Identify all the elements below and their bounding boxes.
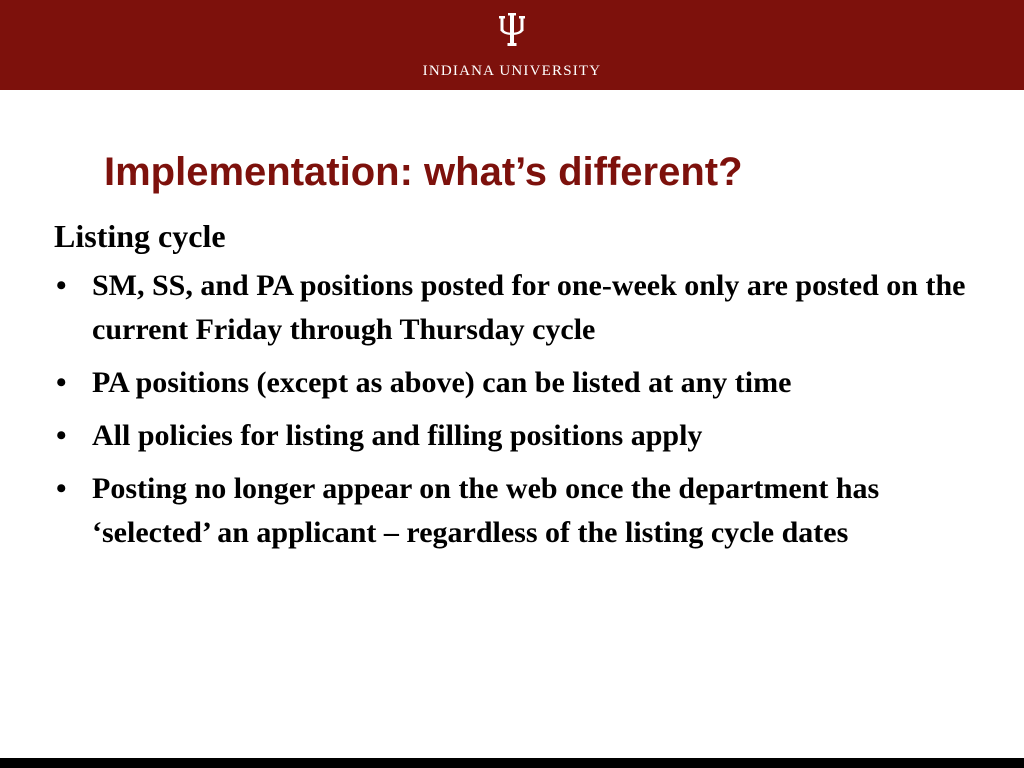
- bullet-list: [54, 264, 974, 555]
- university-name: INDIANA UNIVERSITY: [422, 63, 602, 79]
- iu-trident-icon: [497, 13, 527, 49]
- bullet-marker: •: [56, 472, 67, 505]
- header-banner: [0, 0, 1024, 90]
- slide-subheading: Listing cycle: [54, 218, 226, 254]
- bullet-text: SM, SS, and PA positions posted for one-week only are posted on the current Friday through Thursday cycle: [92, 269, 966, 346]
- bullet-text: Posting no longer appear on the web once the department has ‘selected’ an applicant – regardless of the listing cycle dates: [92, 472, 880, 549]
- bullet-item: [54, 264, 974, 352]
- bullet-item: [54, 361, 974, 405]
- bullet-marker: •: [56, 269, 67, 302]
- bullet-marker: •: [56, 366, 67, 399]
- bottom-border: [0, 758, 1024, 768]
- bullet-text: All policies for listing and filling positions apply: [92, 419, 703, 452]
- bullet-marker: •: [56, 419, 67, 452]
- slide-body: [54, 214, 974, 564]
- slide-title: Implementation: what’s different?: [104, 150, 743, 194]
- bullet-item: [54, 467, 974, 555]
- bullet-item: [54, 414, 974, 458]
- bullet-text: PA positions (except as above) can be listed at any time: [92, 366, 792, 399]
